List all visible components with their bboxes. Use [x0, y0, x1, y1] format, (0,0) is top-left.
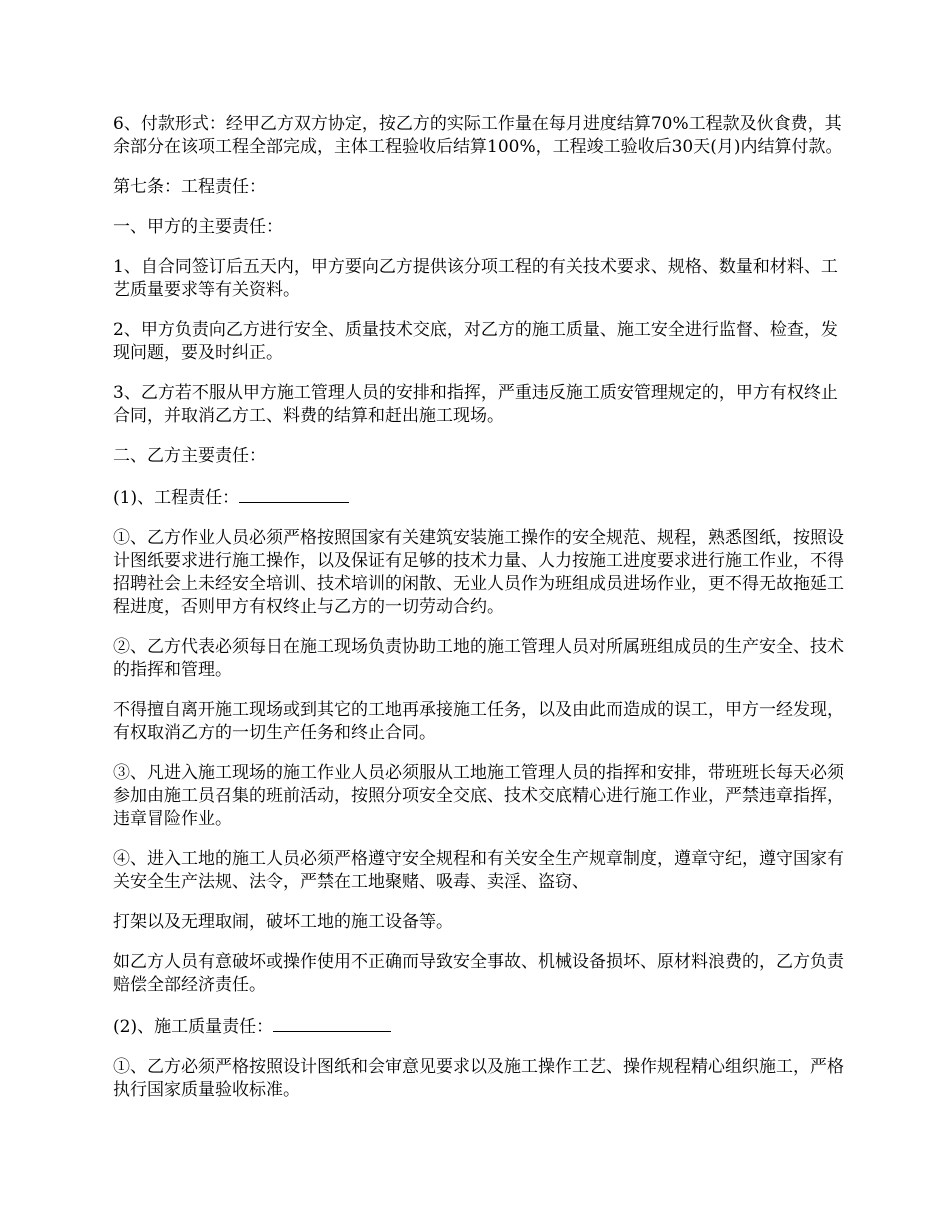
paragraph-quality-item-1: ①、乙方必须严格按照设计图纸和会审意见要求以及施工操作工艺、操作规程精心组织施工，严格执行国家质量验收标准。 — [113, 1057, 844, 1100]
paragraph-payment-terms: 6、付款形式：经甲乙方双方协定，按乙方的实际工作量在每月进度结算70%工程款及伙食费，其余部分在该项工程全部完成，主体工程验收后结算100%，工程竣工验收后30天(月)内结算付款。 — [113, 114, 843, 157]
paragraph-party-b-item-2: ②、乙方代表必须每日在施工现场负责协助工地的施工管理人员对所属班组成员的生产安全、技术的指挥和管理。 — [113, 637, 844, 680]
paragraph-party-b-item-3: ③、凡进入施工现场的施工作业人员必须服从工地施工管理人员的指挥和安排，带班班长每天必须参加由施工员召集的班前活动，按照分项安全交底、技术交底精心进行施工作业，严禁违章指挥，违章冒险作业。 — [113, 763, 844, 829]
document-body — [113, 113, 848, 1119]
paragraph-engineering-responsibility — [113, 485, 848, 510]
paragraph-party-a-item-3: 3、乙方若不服从甲方施工管理人员的安排和指挥，严重违反施工质安管理规定的，甲方有权终止合同，并取消乙方工、料费的结算和赶出施工现场。 — [113, 383, 838, 426]
engineering-responsibility-label: (1)、工程责任： — [113, 488, 240, 508]
paragraph-fighting-rule: 打架以及无理取闹，破坏工地的施工设备等。 — [113, 912, 453, 932]
quality-responsibility-label: (2)、施工质量责任： — [113, 1017, 274, 1037]
paragraph-party-b-item-4: ④、进入工地的施工人员必须严格遵守安全规程和有关安全生产规章制度，遵章守纪，遵守国家有关安全生产法规、法令，严禁在工地聚赌、吸毒、卖淫、盗窃、 — [113, 849, 844, 892]
engineering-responsibility-blank — [239, 485, 349, 503]
paragraph-party-b-item-1: ①、乙方作业人员必须严格按照国家有关建筑安装施工操作的安全规范、规程，熟悉图纸，按照设计图纸要求进行施工操作，以及保证有足够的技术力量、人力按施工进度要求进行施工作业，不得招聘社会上未经安全培训、技术培训的闲散、无业人员作为班组成员进场作业，更不得无故拖延工程进度，否则甲方有权终止与乙方的一切劳动合约。 — [113, 528, 844, 617]
paragraph-article-seven-heading: 第七条：工程责任： — [113, 177, 266, 197]
paragraph-quality-responsibility — [113, 1014, 848, 1039]
paragraph-compensation-rule: 如乙方人员有意破坏或操作使用不正确而导致安全事故、机械设备损坏、原材料浪费的，乙方负责赔偿全部经济责任。 — [113, 952, 844, 995]
paragraph-party-a-item-1: 1、自合同签订后五天内，甲方要向乙方提供该分项工程的有关技术要求、规格、数量和材料、工艺质量要求等有关资料。 — [113, 257, 838, 300]
quality-responsibility-blank — [273, 1014, 391, 1032]
paragraph-party-a-item-2: 2、甲方负责向乙方进行安全、质量技术交底，对乙方的施工质量、施工安全进行监督、检查，发现问题，要及时纠正。 — [113, 320, 838, 363]
paragraph-party-b-heading: 二、乙方主要责任： — [113, 446, 266, 466]
paragraph-leave-site-rule: 不得擅自离开施工现场或到其它的工地再承接施工任务，以及由此而造成的误工，甲方一经发现，有权取消乙方的一切生产任务和终止合同。 — [113, 700, 844, 743]
paragraph-party-a-heading: 一、甲方的主要责任： — [113, 217, 283, 237]
